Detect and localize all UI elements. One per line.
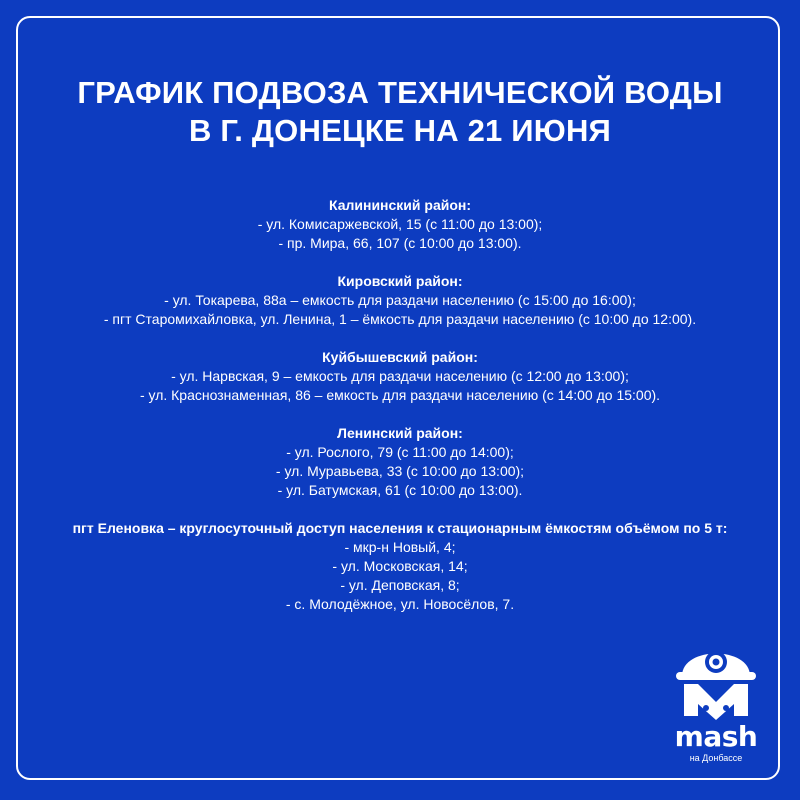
district-block	[0, 348, 800, 405]
mash-logo	[668, 632, 764, 772]
district-name: Ленинский район:	[337, 425, 463, 441]
district-name: Калининский район:	[328, 197, 472, 213]
title-line-1: ГРАФИК ПОДВОЗА ТЕХНИЧЕСКОЙ ВОДЫ	[77, 75, 723, 110]
district-name: Кировский район:	[337, 273, 463, 289]
district-name: Куйбышевский район:	[322, 349, 478, 365]
address-line: - ул. Рослого, 79 (с 11:00 до 14:00);	[286, 444, 514, 460]
district-name: пгт Еленовка – круглосуточный доступ населения к стационарным ёмкостям объёмом по 5 т:	[72, 520, 728, 536]
schedule-list	[0, 196, 800, 614]
logo-subtitle: на Донбассе	[689, 753, 743, 763]
logo-wordmark: mash	[674, 720, 758, 753]
address-line: - ул. Батумская, 61 (с 10:00 до 13:00).	[277, 482, 523, 498]
address-line: - ул. Комисаржевской, 15 (с 11:00 до 13:00);	[257, 216, 543, 232]
address-line: - ул. Нарвская, 9 – емкость для раздачи населению (с 12:00 до 13:00);	[171, 368, 629, 384]
address-line: - пр. Мира, 66, 107 (с 10:00 до 13:00).	[278, 235, 522, 251]
district-block	[0, 424, 800, 500]
title-line-2: В Г. ДОНЕЦКЕ НА 21 ИЮНЯ	[188, 113, 612, 148]
district-block	[0, 272, 800, 329]
district-block	[0, 196, 800, 253]
address-line: - ул. Деповская, 8;	[340, 577, 460, 593]
address-line: - ул. Муравьева, 33 (с 10:00 до 13:00);	[275, 463, 525, 479]
page-title	[0, 74, 800, 150]
address-line: - с. Молодёжное, ул. Новосёлов, 7.	[285, 596, 515, 612]
mash-miner-helmet-logo-icon	[668, 632, 764, 724]
address-line: - ул. Краснознаменная, 86 – емкость для раздачи населению (с 14:00 до 15:00).	[139, 387, 661, 403]
district-block	[0, 519, 800, 614]
address-line: - пгт Старомихайловка, ул. Ленина, 1 – ёмкость для раздачи населению (с 10:00 до 12:00).	[103, 311, 697, 327]
address-line: - мкр-н Новый, 4;	[344, 539, 456, 555]
address-line: - ул. Токарева, 88а – емкость для раздачи населению (с 15:00 до 16:00);	[164, 292, 636, 308]
address-line: - ул. Московская, 14;	[332, 558, 468, 574]
